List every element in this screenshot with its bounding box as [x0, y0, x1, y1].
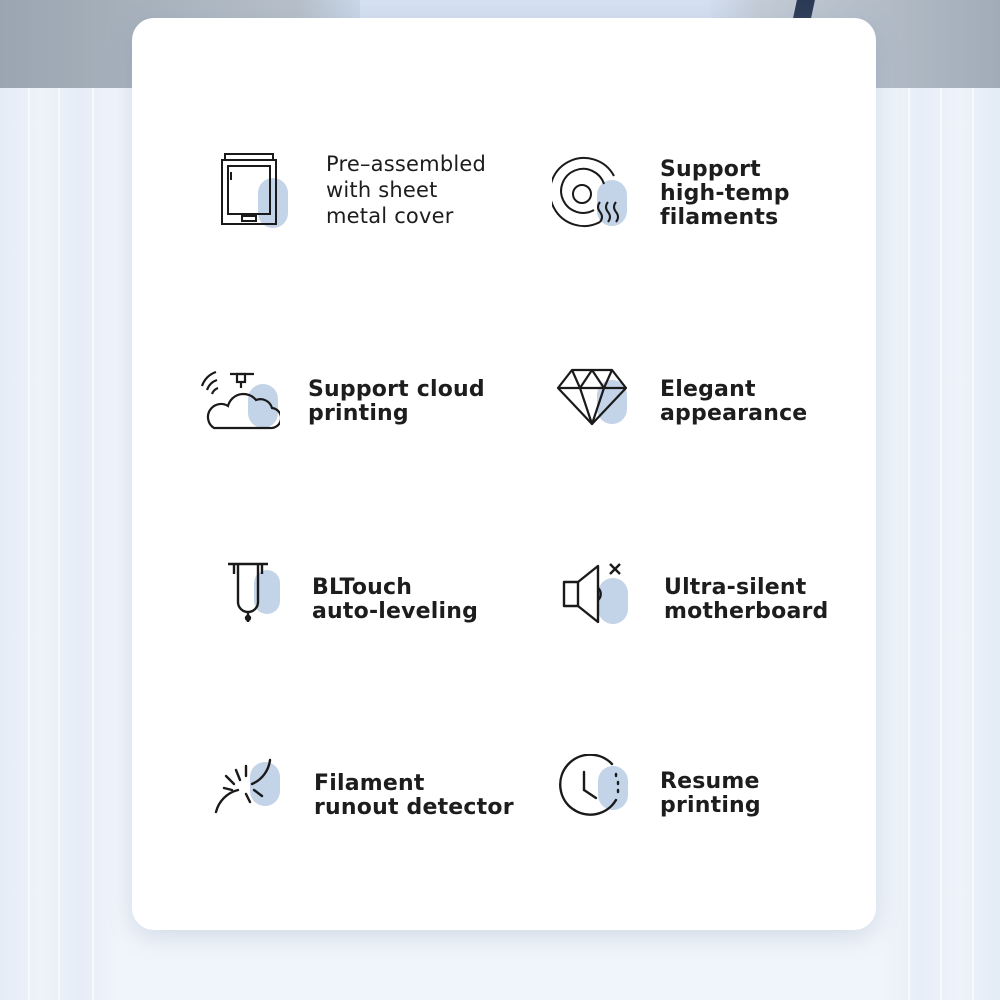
background-bar	[360, 0, 710, 18]
feature-elegant-appearance	[552, 362, 807, 442]
feature-filament-runout	[206, 756, 514, 836]
printer-enclosure-icon	[218, 150, 298, 230]
background-stripe	[940, 88, 942, 1000]
feature-high-temp	[552, 154, 790, 234]
background-stripe	[58, 88, 60, 1000]
feature-ultra-silent	[556, 560, 829, 640]
heat-filament-icon	[552, 154, 632, 234]
speaker-mute-icon	[556, 560, 636, 640]
feature-label: Pre–assembled with sheet metal cover	[326, 152, 487, 228]
feature-label: Resume printing	[660, 769, 761, 818]
background-accent	[793, 0, 815, 18]
background-stripe	[972, 88, 974, 1000]
feature-label: BLTouch auto-leveling	[312, 575, 479, 624]
cloud-printing-icon	[200, 362, 280, 442]
feature-label: Support cloud printing	[308, 377, 485, 426]
diamond-icon	[552, 362, 632, 442]
feature-label: Support high-temp filaments	[660, 157, 790, 230]
feature-resume-printing	[552, 754, 761, 834]
features-card	[132, 18, 876, 930]
feature-bltouch	[204, 560, 478, 640]
background-stripe	[28, 88, 30, 1000]
feature-label: Elegant appearance	[660, 377, 808, 426]
clock-icon	[552, 754, 632, 834]
feature-label: Ultra-silent motherboard	[664, 575, 829, 624]
feature-cloud-printing	[200, 362, 485, 442]
probe-icon	[204, 560, 284, 640]
filament-break-icon	[206, 756, 286, 836]
background-stripe	[908, 88, 910, 1000]
feature-label: Filament runout detector	[314, 771, 514, 820]
feature-pre-assembled	[218, 150, 486, 230]
background-stripe	[92, 88, 94, 1000]
